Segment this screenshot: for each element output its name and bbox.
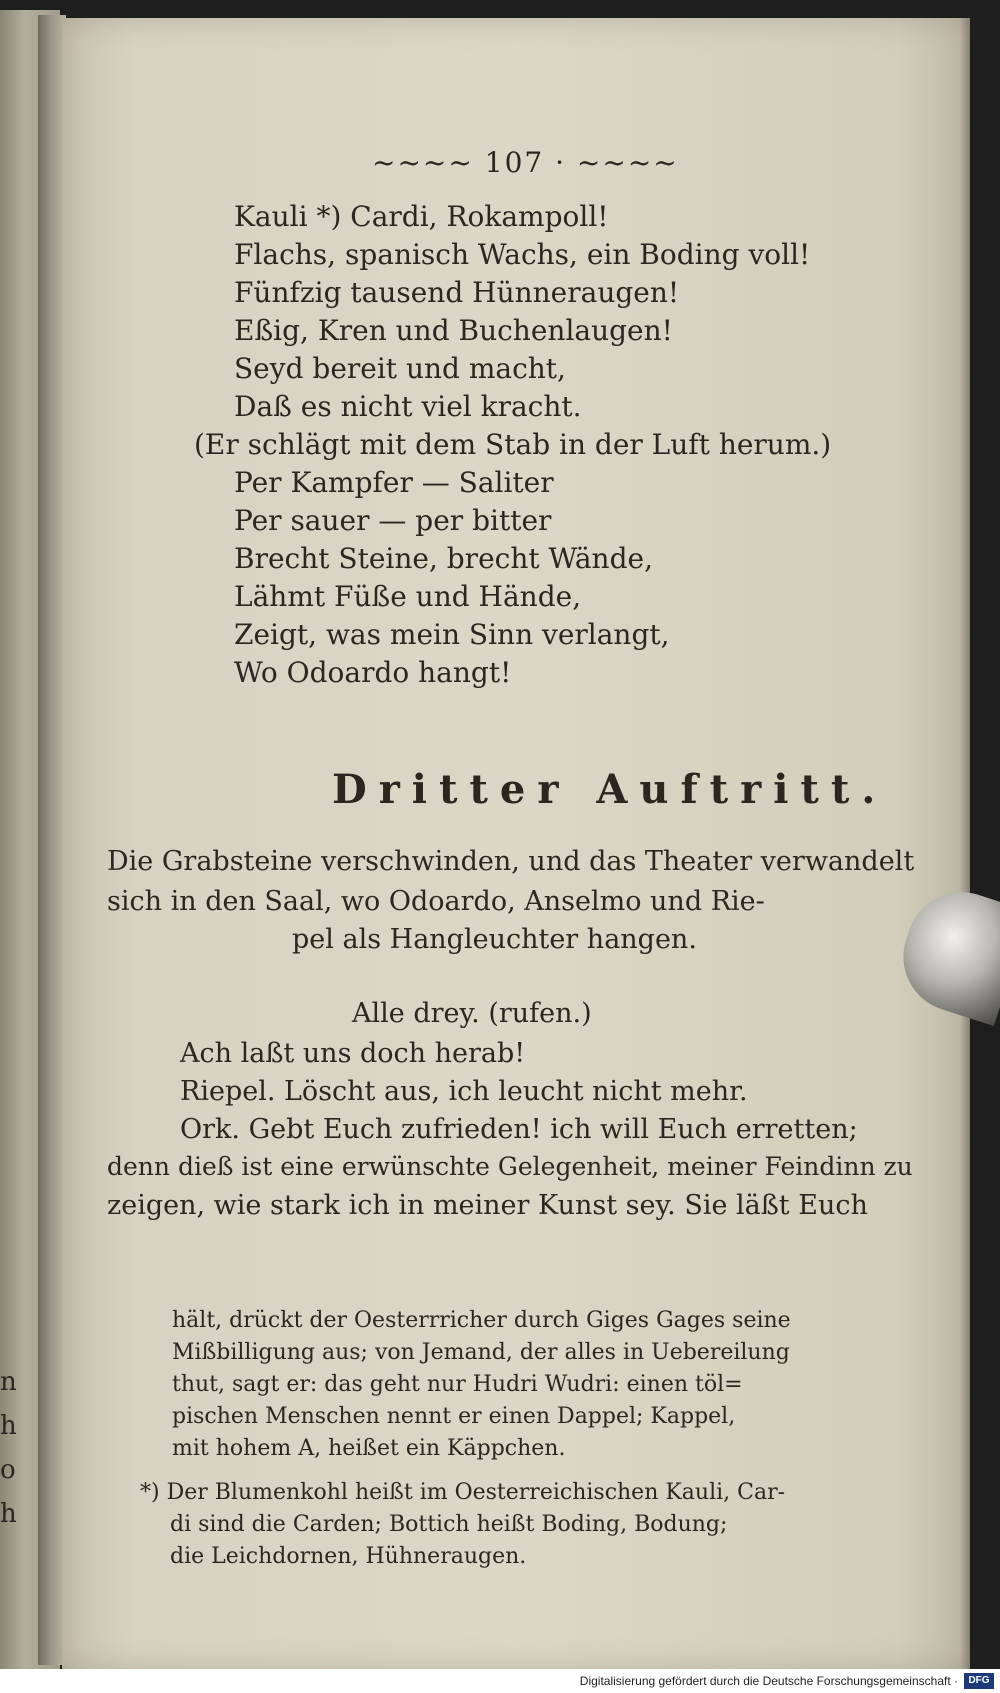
scene-description-line: pel als Hangleuchter hangen. [292, 924, 697, 955]
scene-description-line: Die Grabsteine verschwinden, und das Theater verwandelt [107, 846, 915, 877]
credit-bar [0, 1669, 1000, 1693]
footnote-line: mit hohem A, heißet ein Käppchen. [172, 1436, 566, 1461]
dialogue-line: Ork. Gebt Euch zufrieden! ich will Euch erretten; [180, 1114, 858, 1145]
stage-direction: (Er schlägt mit dem Stab in der Luft herum.) [194, 428, 832, 461]
footnote-line: thut, sagt er: das geht nur Hudri Wudri: einen töl= [172, 1372, 743, 1397]
dialogue-line: Riepel. Löscht aus, ich leucht nicht mehr. [180, 1076, 748, 1107]
scene-description-line: sich in den Saal, wo Odoardo, Anselmo und Rie- [107, 886, 765, 917]
verse-line: Lähmt Füße und Hände, [234, 580, 582, 613]
footnote-line: hält, drückt der Oesterrricher durch Giges Gages seine [172, 1308, 791, 1333]
footnote-line: Mißbilligung aus; von Jemand, der alles in Uebereilung [172, 1340, 790, 1365]
verse-line: Per sauer — per bitter [234, 504, 552, 537]
footnote-line: *) Der Blumenkohl heißt im Oesterreichischen Kauli, Car- [140, 1480, 786, 1505]
verse-line: Wo Odoardo hangt! [234, 656, 512, 689]
speaker-line: Alle drey. (rufen.) [352, 998, 592, 1029]
dialogue-line: zeigen, wie stark ich in meiner Kunst sey. Sie läßt Euch [107, 1190, 868, 1221]
funding-credit: Digitalisierung gefördert durch die Deutsche Forschungsgemeinschaft · [579, 1674, 958, 1688]
fragment: h [0, 1499, 17, 1529]
verse-line: Daß es nicht viel kracht. [234, 390, 582, 423]
footnote-line: di sind die Carden; Bottich heißt Boding, Bodung; [170, 1512, 728, 1537]
ornament-left: ~~~~ [372, 146, 485, 179]
verse-line: Seyd bereit und macht, [234, 352, 566, 385]
left-page-fragments [0, 1360, 20, 1536]
footnote-line: pischen Menschen nennt er einen Dappel; Kappel, [172, 1404, 736, 1429]
verse-line: Eßig, Kren und Buchenlaugen! [234, 314, 673, 347]
page-number [372, 146, 679, 179]
dfg-logo: DFG [964, 1673, 994, 1689]
fragment: o [0, 1455, 16, 1485]
footnote-line: die Leichdornen, Hühneraugen. [170, 1544, 527, 1569]
verse-line: Fünfzig tausend Hünneraugen! [234, 276, 680, 309]
ornament-right: · ~~~~ [555, 146, 679, 179]
verse-line: Per Kampfer — Saliter [234, 466, 554, 499]
verse-line: Brecht Steine, brecht Wände, [234, 542, 653, 575]
verse-line: Kauli *) Cardi, Rokampoll! [234, 200, 609, 233]
page-number-value: 107 [484, 146, 545, 179]
dialogue-line: denn dieß ist eine erwünschte Gelegenheit, meiner Feindinn zu [107, 1152, 913, 1181]
book-page [62, 18, 970, 1670]
page-edge-shadow [960, 18, 970, 1670]
fragment: n [0, 1367, 17, 1397]
dialogue-line: Ach laßt uns doch herab! [180, 1038, 526, 1069]
fragment: h [0, 1411, 17, 1441]
verse-line: Zeigt, was mein Sinn verlangt, [234, 618, 670, 651]
scene-heading: Dritter Auftritt. [332, 766, 888, 813]
verse-line: Flachs, spanisch Wachs, ein Boding voll! [234, 238, 811, 271]
